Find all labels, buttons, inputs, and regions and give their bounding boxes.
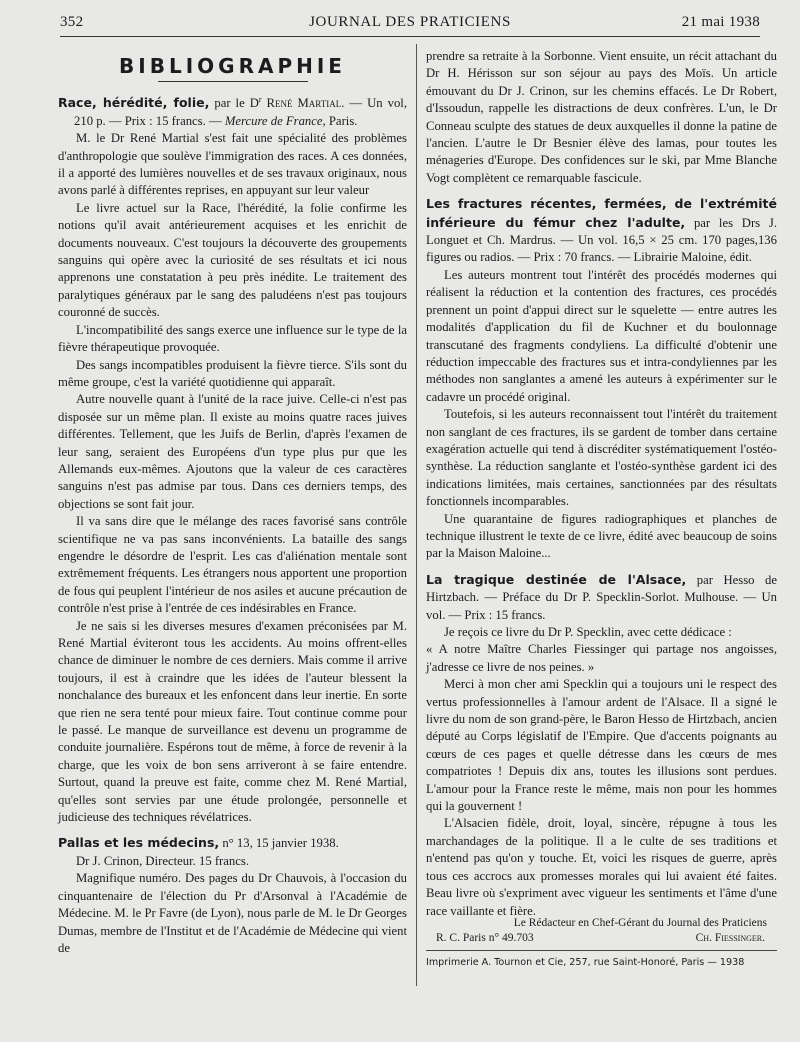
editor-name: Ch. Fiessinger. bbox=[695, 932, 765, 944]
paragraph: Les auteurs montrent tout l'intérêt des procédés modernes qui réalisent la réduction et la contention des fractures, ces procédés prennent un point d'appui direct sur le squelette — entre autres les modalités d'application du fil de Kuchner et du boulonnage transcutané des fragments condyliens. La difficulté d'obtenir une réduction impeccable des fractures sus et intra-condyliennes par les méthodes non sanglantes a amené les auteurs à expérimenter sur le cadavre un procédé original. bbox=[426, 267, 777, 404]
paragraph: Je ne sais si les diverses mesures d'examen préconisées par M. René Martial éviteront tous les accidents. Au moins offrent-elles chance de diminuer le nombre de ces derniers. Mais comme il arrive toujours, il est à craindre que les idées de l'auteur blessent la nonchalance des bureaux et les enfoncent dans leur inertie. En sorte que rien ne sera tenté pour mieux faire. Tout continue comme pour le passé. Le manque de surveillance est devenu un programme de conduite journalière. Espérons tout de même, à force de revenir à la charge, que les voix de bon sens arriveront à se faire entendre. Surtout, quand la preuve est faite, comme chez M. René Martial, qu'elles sont servies par une étude prolongée, personnelle et judicieuse des techniques révélatrices. bbox=[58, 618, 407, 825]
left-column bbox=[58, 48, 407, 957]
paragraph: Dr J. Crinon, Directeur. 15 francs. bbox=[76, 853, 249, 868]
right-column bbox=[426, 48, 777, 920]
paragraph: Une quarantaine de figures radiographiques et planches de technique illustrent le texte de ce livre, édité avec beaucoup de soins par la Maison Maloine... bbox=[426, 511, 777, 561]
header-rule bbox=[60, 36, 760, 37]
paragraph: Des sangs incompatibles produisent la fièvre tierce. S'ils sont du même groupe, c'est la variété quotidienne qui apparaît. bbox=[58, 357, 407, 389]
paragraph: L'incompatibilité des sangs exerce une influence sur le type de la fièvre thérapeutique provoquée. bbox=[58, 322, 407, 355]
review-title: La tragique destinée de l'Alsace, bbox=[426, 571, 687, 587]
section-title-rule bbox=[158, 81, 308, 82]
footer-rule bbox=[426, 950, 777, 951]
registry-line bbox=[426, 931, 777, 946]
section-title: BIBLIOGRAPHIE bbox=[119, 54, 346, 78]
paragraph: prendre sa retraite à la Sorbonne. Vient ensuite, un récit attachant du Dr H. Hérisson sur son séjour au pays des Moïs. Un article émouvant du Dr J. Crinon, sur les chemins effacés. Le Dr Robert, d'Issoudun, rappelle les distractions de deux confrères. L'un, le Dr Conneau sculpte des statues de deux auxquelles il donne la patine de l'ancien. L'autre le Dr Besnier élève des lamas, pour toutes les ménageries d'Europe. Des confidences sur le ski, par Mme Blanche Vogt complètent ce remarquable fascicule. bbox=[426, 49, 777, 185]
review-title: Race, hérédité, folie, bbox=[58, 95, 210, 111]
paragraph: Il va sans dire que le mélange des races favorisé sans contrôle scientifique ne va pas sans inconvénients. La bataille des sangs engendre le désordre de l'esprit. Les cas d'aliénation mentale sont extrêmement fréquents. Les étrangers nous apportent une proportion de fous qui peuplent l'intérieur de nos asiles et aucune précaution de contrôle n'est prise à l'entrée de ces indésirables en France. bbox=[58, 514, 407, 616]
review-title: Pallas et les médecins, bbox=[58, 835, 220, 851]
page-number: 352 bbox=[60, 14, 84, 30]
column-divider bbox=[416, 44, 417, 986]
review-heading-tragique: La tragique destinée de l'Alsace, par Hesso de Hirtzbach. — Préface du Dr P. Specklin-Sorlot. Mulhouse. — Un vol. — Prix : 15 francs. bbox=[426, 571, 777, 622]
page-header bbox=[60, 14, 760, 34]
paragraph: Le livre actuel sur la Race, l'hérédité, la folie confirme les notions qu'il avait antérieurement acquises et les enrichit de documents nouveaux. C'est toujours la découverte des groupements sanguins qui opère avec la curiosité de ses résultats et ici nous apprenons une constatation à peu près inédite. Le traitement des paralytiques généraux par le sang des paludéens n'est pas toujours couronné de succès. bbox=[58, 200, 407, 320]
paragraph: M. le Dr René Martial s'est fait une spécialité des problèmes d'anthropologie que soulève l'immigration des races. A ces données, il a apporté des lumières nouvelles et de ses travaux originaux, nous avons parlé à différentes reprises, en appuyant sur leur valeur bbox=[58, 131, 407, 198]
dedication-quote: « A notre Maître Charles Fiessinger qui partage nos angoisses, j'adresse ce livre de nos peines. » bbox=[426, 642, 777, 674]
paragraph: Je reçois ce livre du Dr P. Specklin, avec cette dédicace : bbox=[444, 625, 732, 639]
printer-line: Imprimerie A. Tournon et Cie, 257, rue Saint-Honoré, Paris — 1938 bbox=[426, 957, 745, 968]
editor-line: Le Rédacteur en Chef-Gérant du Journal des Praticiens bbox=[513, 917, 767, 929]
paragraph: Autre nouvelle quant à l'unité de la race juive. Celle-ci n'est pas disposée sur un même plan. Il existe au moins quatre races juives différentes. Tellement, que les Juifs de Berlin, d'après l'examen de leur sang, seraient des Européens d'un type plus pur que les Allemands eux-mêmes. Ajoutons que la valeur de ces caractères sanguins n'est pas admise par tous. Dans ces derniers temps, des objections se sont fait jour. bbox=[58, 392, 407, 511]
paragraph: Toutefois, si les auteurs reconnaissent tout l'intérêt du traitement non sanglant de ces fractures, ils se gardent de tomber dans certaine exagération actuelle qui tend à discréditer systématiquement l'ostéo-synthèse. La réduction sanglante et l'ostéo-synthèse gardent ici des indications limitées, mais certaines, sanctionnées par des résultats fonctionnels incomparables. bbox=[426, 407, 777, 509]
journal-title: JOURNAL DES PRATICIENS bbox=[309, 14, 511, 30]
page-footer bbox=[426, 916, 777, 970]
paragraph: Merci à mon cher ami Specklin qui a toujours uni le respect des vertus professionnelles à l'amour ardent de l'Alsace. Il a signé le livre du nom de son grand-père, le Baron Hesso de Hirtzbach, ancien député au Corps législatif de l'Empire. Que d'accents poignants au cœurs de ces pages et quelle détresse dans les cœurs de mes compatriotes ! Depuis dix ans, toutes les illusions sont perdues. L'amour pour la France reste le même, mais non pour les hommes qui la gouvernent ! bbox=[426, 677, 777, 814]
review-heading-pallas: Pallas et les médecins, n° 13, 15 janvier 1938. bbox=[58, 835, 339, 851]
review-heading-fractures: Les fractures récentes, fermées, de l'extrémité inférieure du fémur chez l'adulte, par les Drs J. Longuet et Ch. Mardrus. — Un vol. 16,5 × 25 cm. 170 pages,136 figures ou radios. — Prix : 70 francs. — Librairie Maloine, édit. bbox=[426, 196, 777, 265]
issue-date: 21 mai 1938 bbox=[681, 14, 760, 30]
registry-number: R. C. Paris n° 49.703 bbox=[436, 932, 534, 944]
paragraph: Magnifique numéro. Des pages du Dr Chauvois, à l'occasion du cinquantenaire de l'élection du Pr d'Arsonval à l'Académie de Médecine. M. le Pr Favre (de Lyon), nous parle de M. le Dr Georges Dumas, membre de l'Institut et de l'Académie de Médecine qui vient de bbox=[58, 871, 407, 955]
review-heading-race: Race, hérédité, folie, par le $D^r$ René Martial. — Un vol, 210 p. — Prix : 15 francs. — Mercure de France, Paris. bbox=[58, 95, 407, 128]
paragraph: L'Alsacien fidèle, droit, loyal, sincère, répugne à tous les marchandages de la politique. Il a le culte de ses traditions et n'entend pas qu'on y touche. Et, voici les risques de guerre, après tous ces accrocs aux promesses morales qui lui avaient été faites. Beau livre où s'expriment avec vigueur les sentiments et l'âme d'une race vaillante et fière. bbox=[426, 816, 777, 918]
review-title: Les fractures récentes, fermées, de l'extrémité inférieure du fémur chez l'adulte, bbox=[426, 196, 777, 230]
